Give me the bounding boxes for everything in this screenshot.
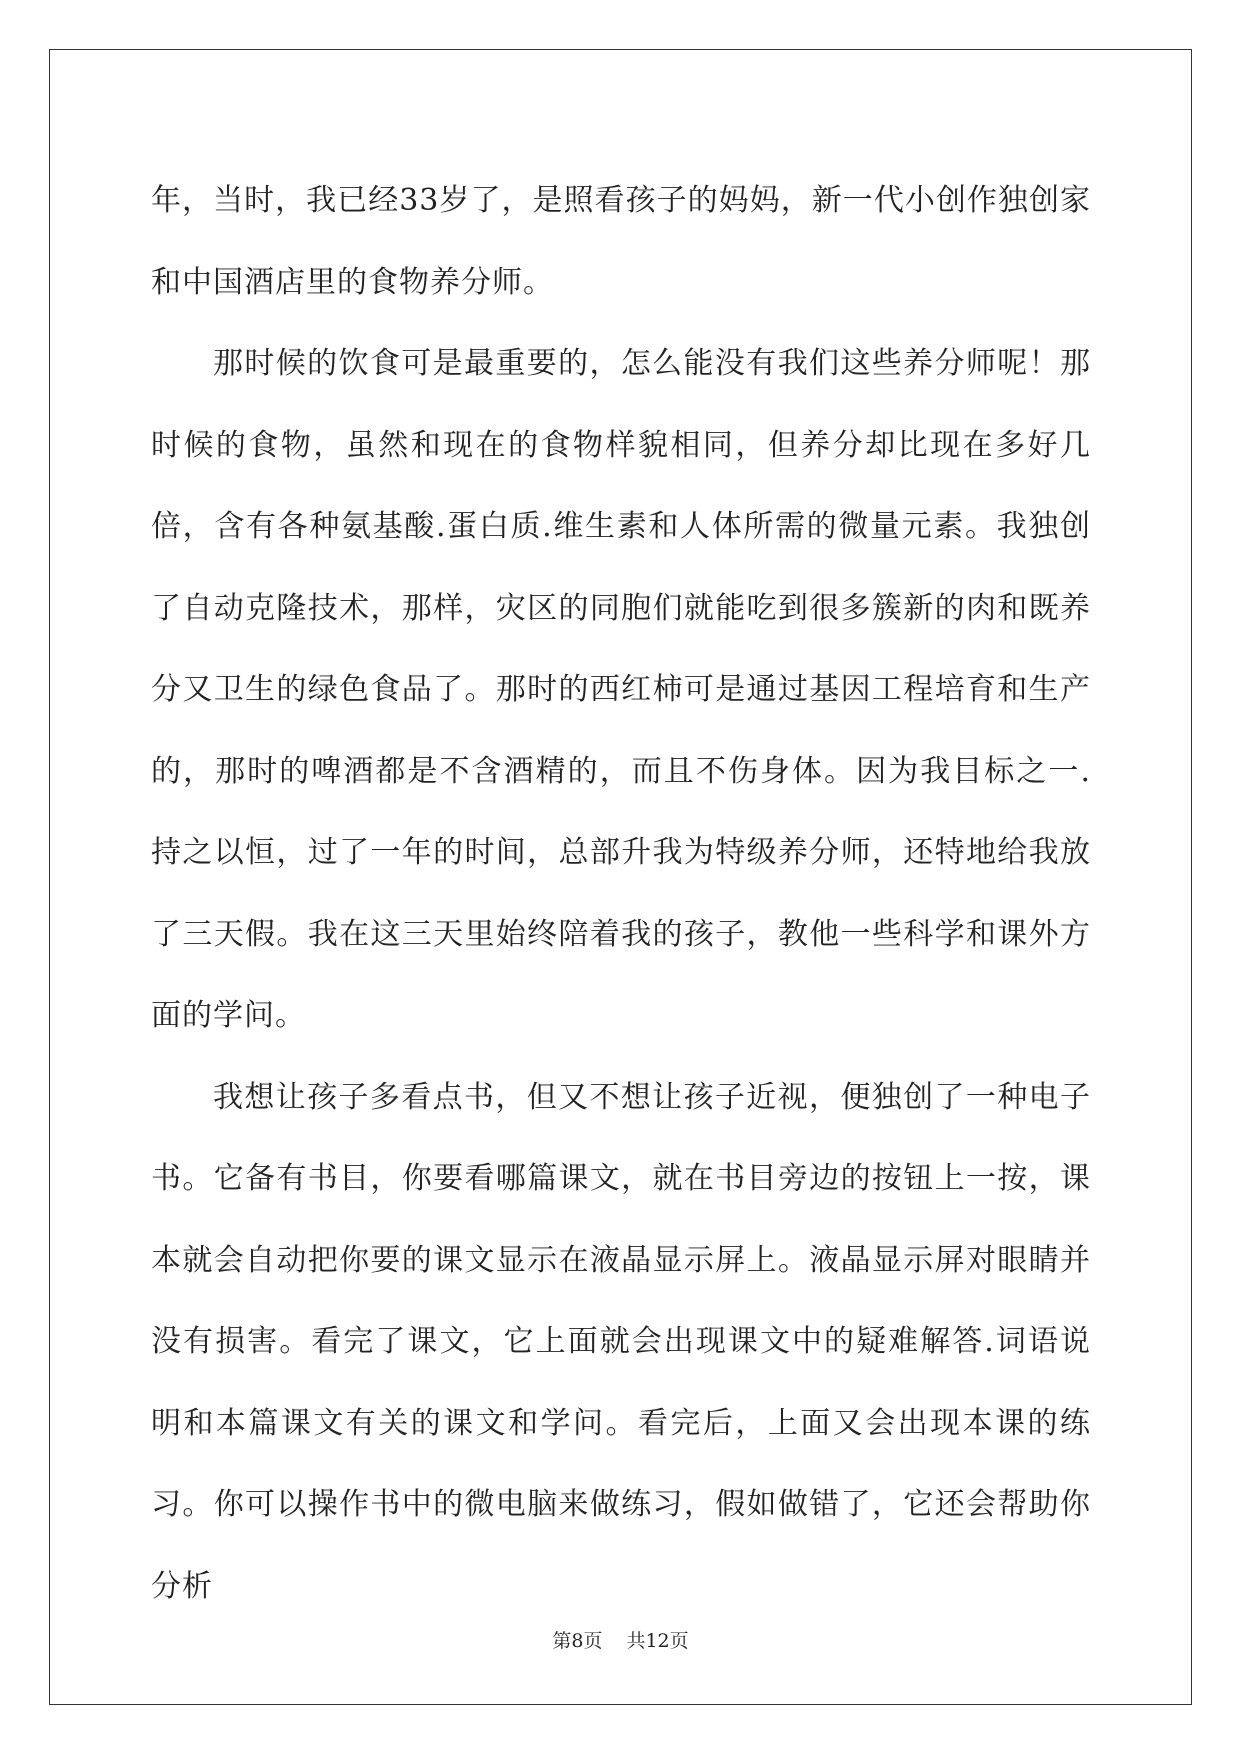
total-pages-label: 共12页 bbox=[626, 1630, 689, 1652]
paragraph-2: 那时候的饮食可是最重要的，怎么能没有我们这些养分师呢！那时候的食物，虽然和现在的食物样貌相同，但养分却比现在多好几倍，含有各种氨基酸.蛋白质.维生素和人体所需的微量元素。我独创了自动克隆技术，那样，灾区的同胞们就能吃到很多簇新的肉和既养分又卫生的绿色食品了。那时的西红柿可是通过基因工程培育和生产的，那时的啤酒都是不含酒精的，而且不伤身体。因为我目标之一.持之以恒，过了一年的时间，总部升我为特级养分师，还特地给我放了三天假。我在这三天里始终陪着我的孩子，教他一些科学和课外方面的学问。 bbox=[151, 346, 1091, 1033]
paragraph-1: 年，当时，我已经33岁了，是照看孩子的妈妈，新一代小创作独创家和中国酒店里的食物养分师。 bbox=[151, 183, 1091, 300]
paragraph-3: 我想让孩子多看点书，但又不想让孩子近视，便独创了一种电子书。它备有书目，你要看哪篇课文，就在书目旁边的按钮上一按，课本就会自动把你要的课文显示在液晶显示屏上。液晶显示屏对眼睛并没有损害。看完了课文，它上面就会出现课文中的疑难解答.词语说明和本篇课文有关的课文和学问。看完后，上面又会出现本课的练习。你可以操作书中的微电脑来做练习，假如做错了，它还会帮助你分析 bbox=[151, 1079, 1091, 1604]
current-page-label: 第8页 bbox=[552, 1630, 603, 1652]
page-footer bbox=[0, 1626, 1241, 1653]
document-body bbox=[151, 160, 1091, 1627]
